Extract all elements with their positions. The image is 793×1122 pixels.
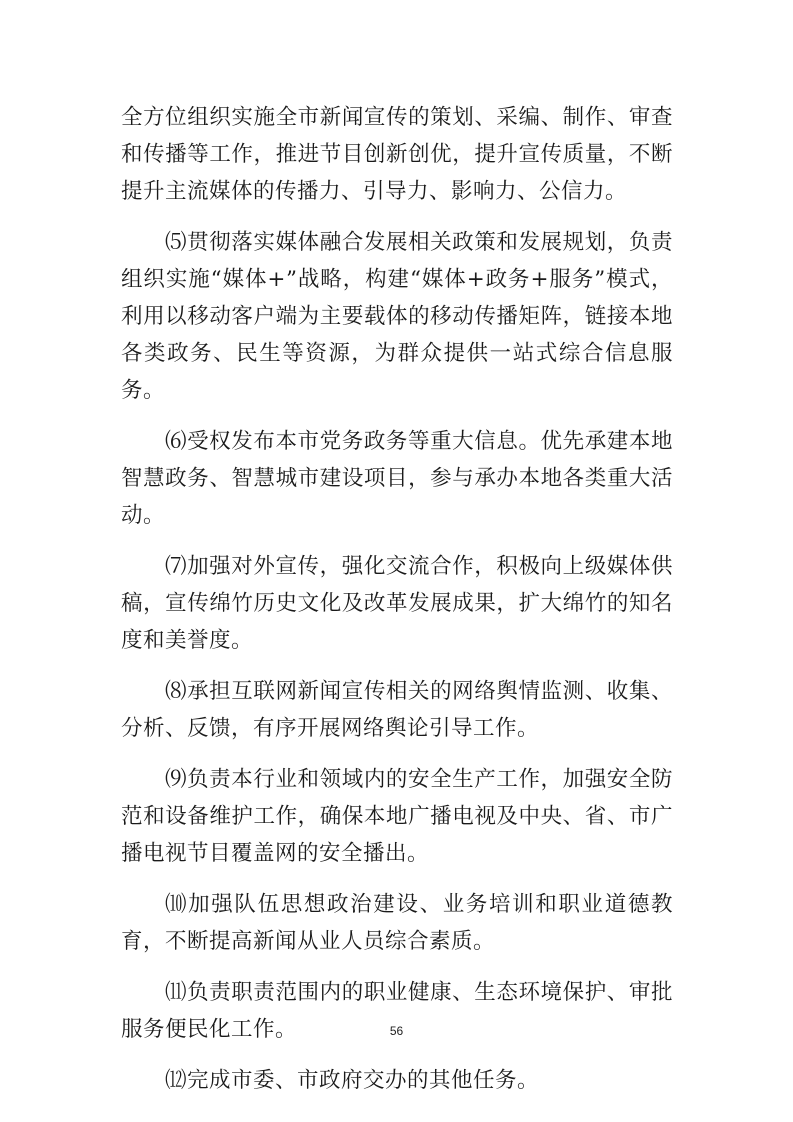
paragraph-1: 全方位组织实施全市新闻宣传的策划、采编、制作、审查和传播等工作，推进节目创新创优，提升宣传质量，不断提升主流媒体的传播力、引导力、影响力、公信力。 xyxy=(121,105,673,204)
paragraph-item-11: ⑾负责职责范围内的职业健康、生态环境保护、审批服务便民化工作。 xyxy=(121,980,673,1042)
paragraph-item-6: ⑹受权发布本市党务政务等重大信息。优先承建本地智慧政务、智慧城市建设项目，参与承办本地各类重大活动。 xyxy=(121,429,673,528)
paragraph-item-9: ⑼负责本行业和领域内的安全生产工作，加强安全防范和设备维护工作，确保本地广播电视及中央、省、市广播电视节目覆盖网的安全播出。 xyxy=(121,767,673,866)
document-body xyxy=(121,99,673,1113)
paragraph-item-5: ⑸贯彻落实媒体融合发展相关政策和发展规划，负责组织实施“媒体+”战略，构建“媒体+政务+服务”模式，利用以移动客户端为主要载体的移动传播矩阵，链接本地各类政务、民生等资源，为群众提供一站式综合信息服务。 xyxy=(121,230,673,403)
page-number: 56 xyxy=(389,1024,404,1038)
paragraph-item-10: ⑽加强队伍思想政治建设、业务培训和职业道德教育，不断提高新闻从业人员综合素质。 xyxy=(121,892,673,954)
paragraph-item-12: ⑿完成市委、市政府交办的其他任务。 xyxy=(165,1068,540,1093)
paragraph-item-7: ⑺加强对外宣传，强化交流合作，积极向上级媒体供稿，宣传绵竹历史文化及改革发展成果，扩大绵竹的知名度和美誉度。 xyxy=(121,554,673,653)
paragraph-item-8: ⑻承担互联网新闻宣传相关的网络舆情监测、收集、分析、反馈，有序开展网络舆论引导工作。 xyxy=(121,679,673,741)
